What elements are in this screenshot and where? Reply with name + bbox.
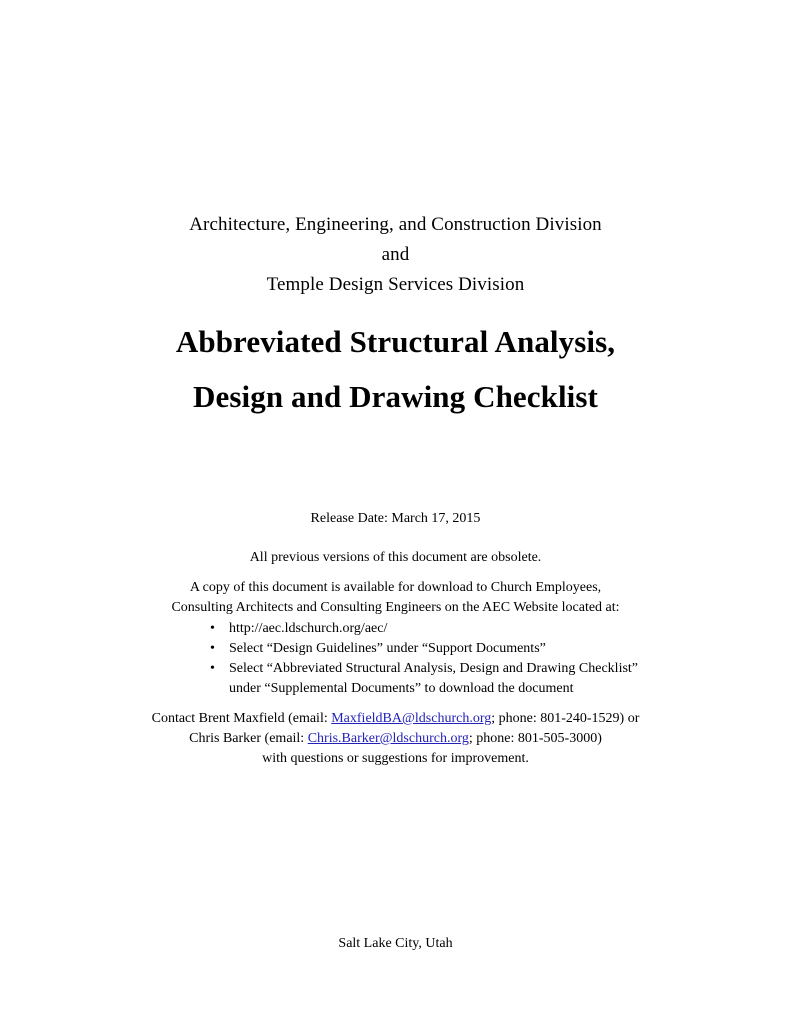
contact-name-prefix-2: Chris Barker (email:	[189, 731, 308, 746]
list-item	[207, 619, 677, 639]
contact-line-primary	[0, 709, 791, 729]
availability-line-2: Consulting Architects and Consulting Engineers on the AEC Website located at:	[171, 600, 620, 615]
division-line-secondary: Temple Design Services Division	[266, 274, 525, 295]
availability-paragraph	[0, 578, 791, 618]
list-item-text: Select “Abbreviated Structural Analysis, Design and Drawing Checklist”	[229, 661, 639, 676]
list-item	[207, 639, 677, 659]
list-item-text-continuation: under “Supplemental Documents” to download the document	[229, 681, 574, 696]
contact-line-secondary	[0, 729, 791, 749]
bullet-icon: •	[210, 641, 215, 656]
contact-phone-suffix-2: ; phone: 801-505-3000)	[468, 731, 602, 746]
bullet-icon: •	[210, 661, 215, 676]
download-steps-list	[207, 619, 677, 699]
email-link-brent-maxfield[interactable]: MaxfieldBA@ldschurch.org	[331, 711, 492, 726]
list-item-text: http://aec.ldschurch.org/aec/	[229, 621, 388, 636]
contact-name-prefix: Contact Brent Maxfield (email:	[151, 711, 332, 726]
obsolete-notice: All previous versions of this document are obsolete.	[249, 550, 542, 565]
list-item-text: Select “Design Guidelines” under “Support Documents”	[229, 641, 546, 656]
list-item	[207, 659, 677, 699]
availability-line-1: A copy of this document is available for download to Church Employees,	[189, 580, 602, 595]
division-line-primary: Architecture, Engineering, and Construction Division	[189, 214, 602, 235]
page-title-line-2: Design and Drawing Checklist	[193, 379, 598, 414]
page-title	[0, 314, 791, 424]
contact-closing-line: with questions or suggestions for improvement.	[262, 751, 529, 766]
contact-block	[0, 709, 791, 769]
release-date: Release Date: March 17, 2015	[310, 511, 481, 526]
division-conjunction: and	[381, 244, 410, 265]
release-block	[0, 509, 791, 567]
bullet-icon: •	[210, 621, 215, 636]
footer-location: Salt Lake City, Utah	[338, 936, 453, 951]
title-block	[0, 210, 791, 445]
contact-phone-suffix: ; phone: 801-240-1529) or	[491, 711, 640, 726]
email-link-chris-barker[interactable]: Chris.Barker@ldschurch.org	[307, 731, 469, 746]
page-title-line-1: Abbreviated Structural Analysis,	[175, 324, 616, 359]
